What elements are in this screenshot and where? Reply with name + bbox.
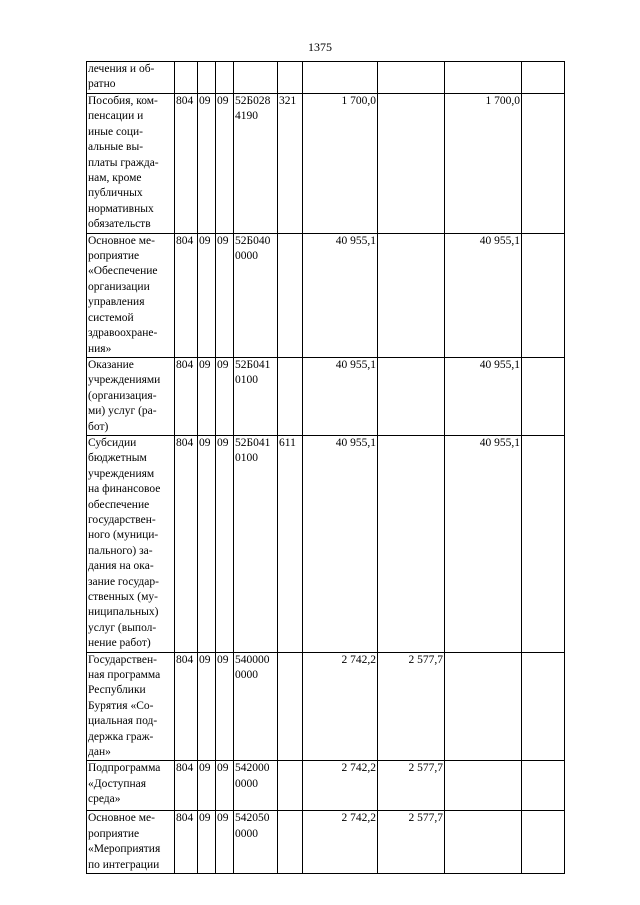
table-row [87,357,565,435]
target-article-cell-text: 52Б041 0100 [235,358,271,387]
expense-type-cell [278,233,303,357]
expense-type-cell-text: 611 [279,436,296,449]
amount-fourth-cell [522,94,565,234]
ved-code-cell [175,761,198,811]
section-code-cell-text: 09 [199,358,211,371]
target-article-cell-text: 52Б041 0100 [235,436,271,465]
section-code-cell [198,62,216,94]
section-code-cell [198,761,216,811]
subsection-code-cell [216,62,234,94]
amount-cell-text: 2 742,2 [341,653,376,666]
row-name-cell-text: Пособия, ком- пенсации и иные соци- альные вы- платы гражда- нам, кроме публичных нормативных обязательств [88,95,159,231]
section-code-cell [198,357,216,435]
amount-third-cell-text: 40 955,1 [479,358,520,371]
section-code-cell-text: 09 [199,653,211,666]
expense-type-cell [278,94,303,234]
section-code-cell-text: 09 [199,812,211,825]
row-name-cell-text: Основное ме- роприятие «Мероприятия по интеграции [88,812,161,871]
table-row [87,811,565,874]
amount-cell [303,357,378,435]
ved-code-cell-text: 804 [176,762,194,775]
row-name-cell-text: Субсидии бюджетным учреждениям на финансовое обеспечение государствен- ного (муници- пального) за- дания на ока- зание государ- ственных (му- ниципальных) услуг (выпол- нение работ) [88,436,161,650]
row-name-cell-text: лечения и об- ратно [88,63,155,91]
table-row [87,233,565,357]
target-article-cell-text: 52Б028 4190 [235,95,271,123]
row-name-cell [87,94,175,234]
amount-second-cell-text: 2 577,7 [408,762,443,775]
ved-code-cell [175,435,198,652]
amount-third-cell [445,357,522,435]
amount-second-cell [378,652,445,761]
amount-fourth-cell [522,652,565,761]
section-code-cell [198,435,216,652]
row-name-cell [87,233,175,357]
expense-type-cell-text: 321 [279,95,297,107]
ved-code-cell-text: 804 [176,234,194,247]
target-article-cell [234,435,278,652]
row-name-cell [87,652,175,761]
ved-code-cell [175,652,198,761]
amount-cell [303,435,378,652]
table-row [87,435,565,652]
section-code-cell [198,94,216,234]
amount-second-cell [378,62,445,94]
amount-third-cell-text: 1 700,0 [485,95,520,107]
row-name-cell-text: Оказание учреждениями (организация- ми) услуг (ра- бот) [88,358,161,433]
amount-cell-text: 40 955,1 [335,436,376,449]
amount-second-cell [378,94,445,234]
target-article-cell [234,233,278,357]
ved-code-cell [175,233,198,357]
ved-code-cell-text: 804 [176,812,194,825]
amount-fourth-cell [522,811,565,874]
amount-third-cell [445,652,522,761]
amount-fourth-cell [522,62,565,94]
ved-code-cell-text: 804 [176,95,194,107]
table-row [87,62,565,94]
subsection-code-cell-text: 09 [217,95,229,107]
amount-second-cell [378,233,445,357]
row-name-cell [87,435,175,652]
row-name-cell [87,357,175,435]
target-article-cell-text: 540000 0000 [235,653,270,682]
section-code-cell-text: 09 [199,762,211,775]
amount-second-cell [378,357,445,435]
section-code-cell [198,811,216,874]
amount-cell-text: 1 700,0 [341,95,376,107]
ved-code-cell-text: 804 [176,653,194,666]
table-row [87,761,565,811]
amount-third-cell [445,94,522,234]
target-article-cell [234,761,278,811]
ved-code-cell-text: 804 [176,358,194,371]
amount-second-cell [378,811,445,874]
amount-cell-text: 40 955,1 [335,234,376,247]
amount-second-cell [378,761,445,811]
amount-cell [303,62,378,94]
amount-cell [303,233,378,357]
ved-code-cell [175,357,198,435]
target-article-cell-text: 542050 0000 [235,812,270,840]
amount-cell [303,761,378,811]
subsection-code-cell-text: 09 [217,812,229,825]
ved-code-cell-text: 804 [176,436,194,449]
subsection-code-cell-text: 09 [217,653,229,666]
expense-type-cell [278,435,303,652]
expense-type-cell [278,761,303,811]
table-row [87,652,565,761]
subsection-code-cell [216,357,234,435]
target-article-cell-text: 542000 0000 [235,762,270,790]
expense-type-cell [278,652,303,761]
amount-third-cell [445,761,522,811]
subsection-code-cell [216,435,234,652]
section-code-cell [198,233,216,357]
amount-third-cell-text: 40 955,1 [479,436,520,449]
amount-third-cell [445,435,522,652]
target-article-cell [234,811,278,874]
budget-table [86,61,565,874]
amount-third-cell [445,811,522,874]
subsection-code-cell [216,94,234,234]
target-article-cell [234,62,278,94]
amount-cell [303,652,378,761]
amount-third-cell [445,233,522,357]
section-code-cell-text: 09 [199,436,211,449]
row-name-cell-text: Основное ме- роприятие «Обеспечение организации управления системой здравоохране- ния» [88,234,158,355]
section-code-cell [198,652,216,761]
row-name-cell [87,62,175,94]
amount-third-cell [445,62,522,94]
subsection-code-cell [216,811,234,874]
amount-fourth-cell [522,435,565,652]
amount-second-cell [378,435,445,652]
table-row [87,94,565,234]
ved-code-cell [175,94,198,234]
section-code-cell-text: 09 [199,95,211,107]
row-name-cell-text: Государствен- ная программа Республики Бурятия «Со- циальная под- держка граж- дан» [88,653,161,759]
ved-code-cell [175,62,198,94]
section-code-cell-text: 09 [199,234,211,247]
target-article-cell [234,652,278,761]
amount-third-cell-text: 40 955,1 [479,234,520,247]
page-number: 1375 [308,40,332,54]
amount-cell-text: 2 742,2 [341,812,376,825]
expense-type-cell [278,357,303,435]
subsection-code-cell [216,652,234,761]
amount-cell [303,94,378,234]
target-article-cell [234,94,278,234]
amount-cell-text: 40 955,1 [335,358,376,371]
row-name-cell-text: Подпрограмма «Доступная среда» [88,762,161,806]
expense-type-cell [278,62,303,94]
subsection-code-cell-text: 09 [217,358,229,371]
amount-fourth-cell [522,357,565,435]
amount-second-cell-text: 2 577,7 [408,812,443,825]
amount-cell [303,811,378,874]
expense-type-cell [278,811,303,874]
amount-second-cell-text: 2 577,7 [408,653,443,666]
amount-cell-text: 2 742,2 [341,762,376,775]
subsection-code-cell-text: 09 [217,436,229,449]
target-article-cell-text: 52Б040 0000 [235,234,271,263]
ved-code-cell [175,811,198,874]
amount-fourth-cell [522,761,565,811]
target-article-cell [234,357,278,435]
amount-fourth-cell [522,233,565,357]
subsection-code-cell-text: 09 [217,234,229,247]
row-name-cell [87,761,175,811]
subsection-code-cell [216,761,234,811]
row-name-cell [87,811,175,874]
subsection-code-cell [216,233,234,357]
subsection-code-cell-text: 09 [217,762,229,775]
